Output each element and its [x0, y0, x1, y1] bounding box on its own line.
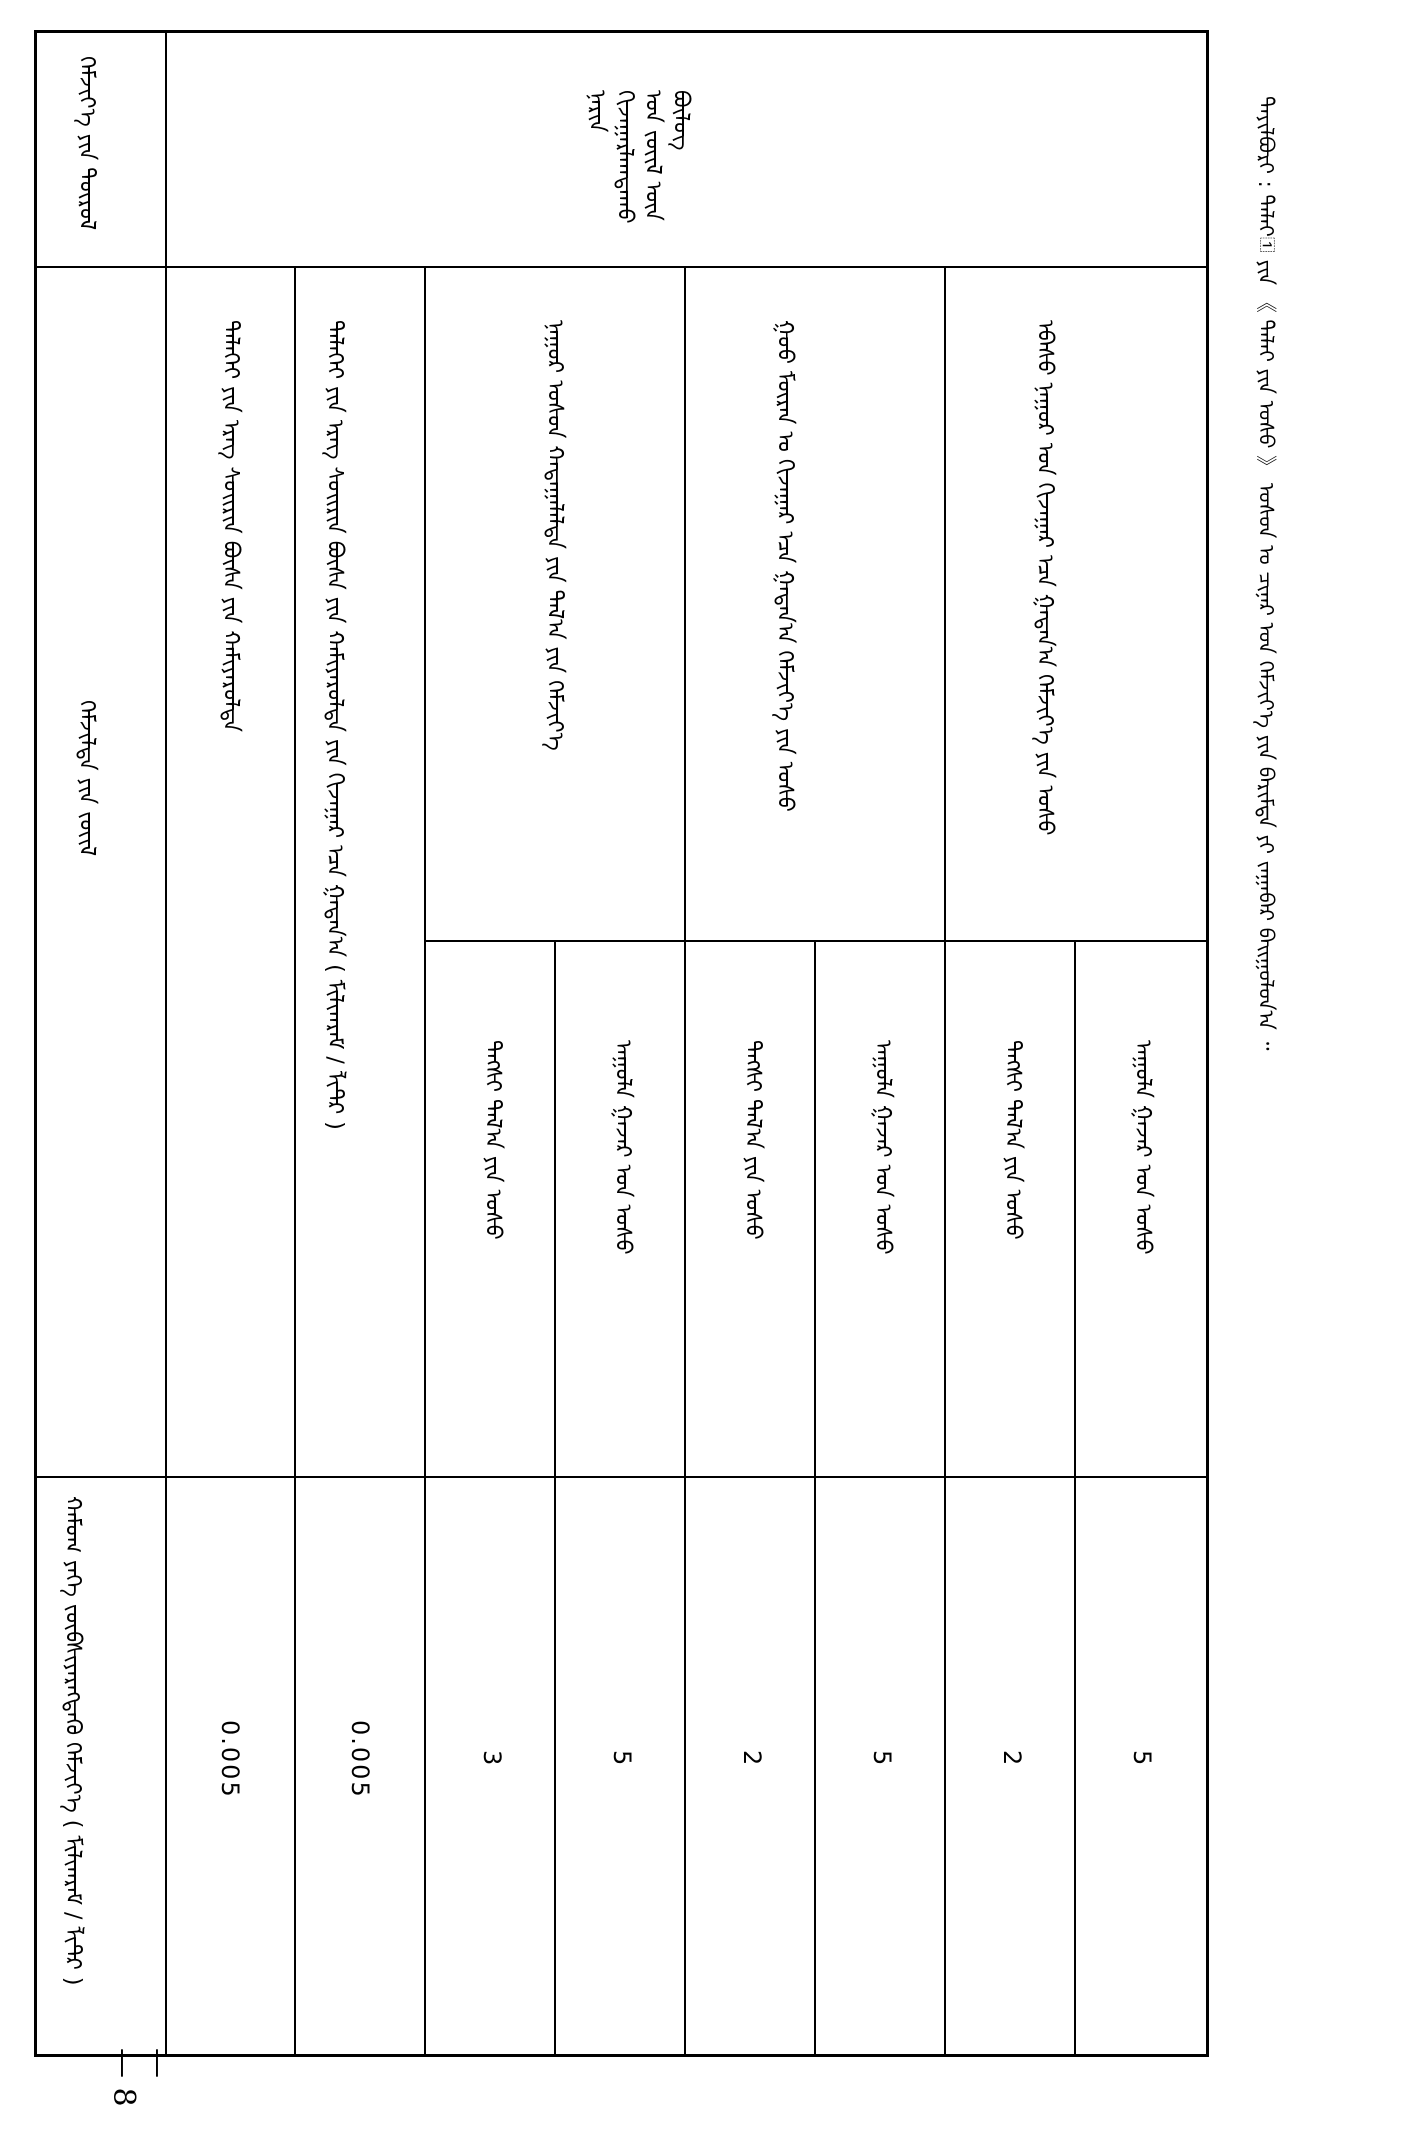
rule-h2 [34, 1476, 1209, 1478]
table-border-bottom [34, 2054, 1209, 2057]
row1-value: 5 [1128, 1750, 1156, 1768]
row6-sub: ᠲᠡᠭᠰᠢ ᠲᠠᠯ᠎ᠠ ᠶᠢᠨ ᠤᠰᠤ [480, 1040, 505, 1240]
row6-value: 3 [478, 1750, 506, 1768]
row3-value: 5 [868, 1750, 896, 1768]
rule-h1 [34, 266, 1209, 268]
row4-value: 2 [738, 1750, 766, 1768]
rule-v-row56 [554, 940, 556, 2057]
row7-value: 0.005 [346, 1720, 374, 1799]
row8-item: ᠳᠡᠯᠡᠬᠡᠢ ᠶᠢᠨ ᠡᠷᠡᠭ ᠰᠤᠢᠷᠢᠨ ᠪᠦᠰᠡ ᠶᠢᠨ ᠬᠠᠮᠢᠶᠠᠷᠤᠯᠲᠠ [218, 320, 243, 733]
rule-h-sub [424, 940, 1208, 942]
rule-v-row12 [1074, 940, 1076, 2057]
rule-v-row8 [294, 266, 296, 2057]
row2-sub: ᠲᠡᠭᠰᠢ ᠲᠠᠯ᠎ᠠ ᠶᠢᠨ ᠤᠰᠤ [1000, 1040, 1025, 1240]
row1-sub: ᠠᠭᠤᠯᠠ ᠭᠠᠵᠠᠷ ᠤᠨ ᠤᠰᠤ [1130, 1040, 1155, 1255]
row3-item: ᠭᠤᠤ ᠮᠥᠷᠡᠨ ᠤ ᠬᠢᠵᠠᠭᠠᠷ ᠡᠴᠡ ᠭᠠᠳᠠᠨ᠎ᠠ ᠬᠡᠮᠵᠢᠶ᠎ᠡ ᠶᠢᠨ ᠤᠰᠤ [772, 320, 797, 812]
table-border-left [34, 30, 37, 2057]
rule-v-row7 [424, 266, 426, 2057]
rule-v-row5 [684, 266, 686, 2057]
row8-value: 0.005 [216, 1720, 244, 1799]
row5-item: ᠨᠠᠭᠤᠷ ᠤᠰᠤᠨ ᠬᠠᠳᠠᠭᠠᠯᠠᠯᠲᠠ ᠶᠢᠨ ᠲᠠᠯ᠎ᠠ ᠶᠢᠨ ᠬᠡᠮᠵᠢᠶ᠎ᠡ [542, 320, 567, 751]
table-border-top [34, 30, 1209, 33]
row5-value: 5 [608, 1750, 636, 1768]
row4-sub: ᠲᠡᠭᠰᠢ ᠲᠠᠯ᠎ᠠ ᠶᠢᠨ ᠤᠰᠤ [740, 1040, 765, 1240]
rule-v-header [165, 30, 167, 2057]
page-number: — 8 — [106, 2048, 176, 2107]
rule-v-row34 [814, 940, 816, 2057]
row5-sub: ᠠᠭᠤᠯᠠ ᠭᠠᠵᠠᠷ ᠤᠨ ᠤᠰᠤ [610, 1040, 635, 1255]
rule-v-row3 [944, 266, 946, 2057]
row3-sub: ᠠᠭᠤᠯᠠ ᠭᠠᠵᠠᠷ ᠤᠨ ᠤᠰᠤ [870, 1040, 895, 1255]
group-label: ᠨᠠᠷᠢᠨ ᠬᠢᠵᠠᠭᠠᠷᠯᠠᠭᠳᠠᠬᠤ ᠡᠳ ᠵᠦᠢᠯ ᠦᠨ ᠪᠦᠯᠦᠭ [584, 90, 693, 224]
row2-value: 2 [998, 1750, 1026, 1768]
table-border-right [1206, 30, 1209, 2057]
row7-item: ᠳᠡᠯᠡᠬᠡᠢ ᠶᠢᠨ ᠡᠷᠡᠭ ᠰᠤᠢᠷᠢᠨ ᠪᠦᠰᠡ ᠶᠢᠨ ᠬᠠᠮᠢᠶᠠᠷᠤᠯᠲᠠ ᠶᠢᠨ ᠬᠢᠵᠠᠭᠠᠷ ᠡᠴᠡ ᠭᠠᠳᠠᠨ᠎ᠠ ( ᠮᠢᠯᠢᠭᠷᠠᠮ / ᠯᠢᠲ᠋ᠷ ) [322, 320, 347, 1130]
table-caption: ᠲᠠᠶᠢᠯᠪᠤᠷᠢ : ᠳᠠᠯᠠᠶ᠋ ᠶᠢᠨ 《 ᠳᠠᠯᠠᠢ ᠶᠢᠨ ᠤᠰᠤ 》 ᠤᠰᠤᠨ ᠤ ᠴᠢᠨᠠᠷ ᠤᠨ ᠬᠡᠮᠵᠢᠶ᠎ᠡ ᠶᠢᠨ ᠪᠠᠷᠢᠮᠲᠠ ᠶᠢ ᠵᠠᠭᠠᠪᠠᠷ ᠪᠠᠢᠭᠤᠯᠤᠨ᠎ᠠ ᠃ [1254, 96, 1278, 1051]
header-item: ᠬᠡᠮᠵᠢᠯᠳᠡ ᠶᠢᠨ ᠵᠦᠢᠯ [74, 700, 99, 856]
header-limit: ᠬᠠᠮᠤᠭ ᠶᠡᠬᠡ ᠵᠥᠪᠰᠢᠶᠡᠷᠡᠭᠳᠡᠬᠦ ᠬᠡᠮᠵᠢᠶ᠎ᠡ ( ᠮᠢᠯᠢᠭᠷᠠᠮ / ᠯᠢᠲ᠋ᠷ ) [60, 1496, 85, 1986]
header-group: ᠬᠡᠮᠵᠢᠶ᠎ᠡ ᠶᠢᠨ ᠳᠦᠷᠦᠯ [74, 56, 99, 231]
row1-item: ᠡᠪᠡᠰᠦ ᠨᠠᠭᠤᠷ ᠤᠨ ᠬᠢᠵᠠᠭᠠᠷ ᠡᠴᠡ ᠭᠠᠳᠠᠨ᠎ᠠ ᠬᠡᠮᠵᠢᠶ᠎ᠡ ᠶᠢᠨ ᠤᠰᠤ [1032, 320, 1057, 836]
